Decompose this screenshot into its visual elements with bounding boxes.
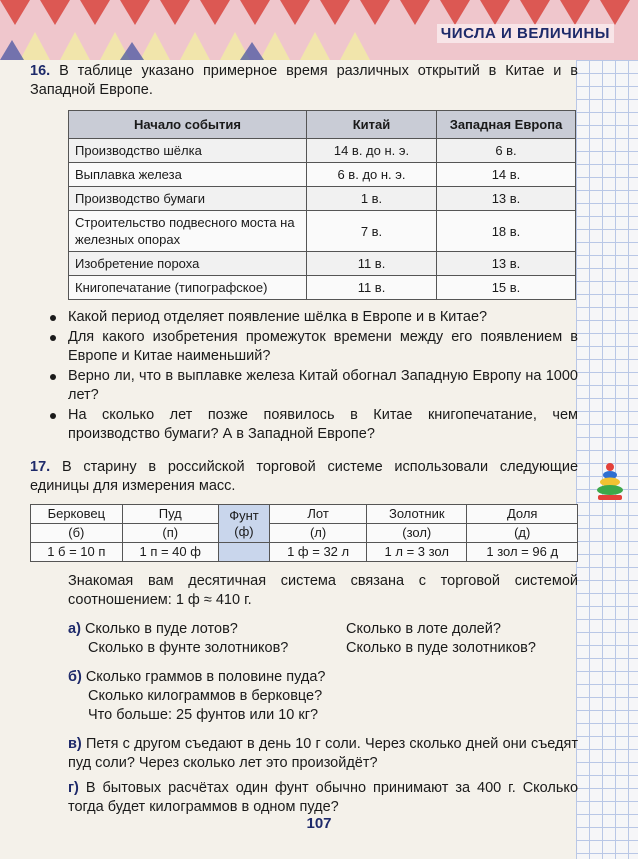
unit-name: Берковец	[31, 505, 123, 524]
question-text: Сколько в фунте золотников?	[88, 640, 289, 656]
task-17-text: В старину в российской торговой системе использовали следующие единицы для измерения масс.	[30, 459, 579, 494]
unit-relation	[218, 543, 269, 562]
table-cell: 6 в. до н. э.	[307, 163, 437, 187]
page-content	[30, 62, 578, 817]
unit-name: Фунт	[229, 507, 259, 523]
question-item: Для какого изобретения промежуток времени между его появлением в Европе и Китае наименьший?	[48, 328, 578, 366]
question-text: Петя с другом съедают в день 10 г соли. Через сколько дней они съедят пуд соли? Через сколько лет это произойдёт?	[68, 736, 578, 771]
unit-relation: 1 зол = 96 д	[467, 543, 578, 562]
table-row	[69, 187, 576, 211]
table-cell: 7 в.	[307, 211, 437, 252]
unit-name: Золотник	[367, 505, 467, 524]
unit-abbr: (д)	[467, 524, 578, 543]
table-cell: 14 в.	[437, 163, 576, 187]
relation-text: Знакомая вам десятичная система связана с торговой системой соотношением: 1 ф ≈ 410 г.	[68, 573, 578, 608]
units-relation-row	[31, 543, 578, 562]
table-cell: Производство шёлка	[69, 139, 307, 163]
unit-abbr: (п)	[122, 524, 218, 543]
table-header-row	[69, 111, 576, 139]
table-cell: 13 в.	[437, 252, 576, 276]
unit-relation: 1 ф = 32 л	[270, 543, 367, 562]
unit-name: Пуд	[122, 505, 218, 524]
table-row	[69, 163, 576, 187]
question-text: Сколько в пуде золотников?	[346, 640, 536, 656]
question-item: Верно ли, что в выплавке железа Китай обогнал Западную Европу на 1000 лет?	[48, 367, 578, 405]
task-16-number: 16.	[30, 63, 51, 79]
table-row	[69, 252, 576, 276]
pyramid-toy-icon	[594, 462, 626, 502]
subtask-c	[68, 735, 578, 773]
task-16-questions	[48, 308, 578, 444]
subtask-label: б)	[68, 669, 82, 685]
table-cell: Книгопечатание (типографское)	[69, 276, 307, 300]
table-cell: 18 в.	[437, 211, 576, 252]
units-table	[30, 504, 578, 562]
table-cell: Строительство подвесного моста на железных опорах	[69, 211, 307, 252]
subtask-label: а)	[68, 621, 81, 637]
question-text: Сколько килограммов в берковце?	[88, 688, 323, 704]
question-text: В бытовых расчётах один фунт обычно принимают за 400 г. Сколько тогда будет килограммов в одном пуде?	[68, 780, 579, 815]
unit-abbr: (б)	[31, 524, 123, 543]
subtask-b	[68, 668, 578, 725]
question-text: Что больше: 25 фунтов или 10 кг?	[88, 707, 319, 723]
question-text: Сколько в пуде лотов?	[84, 621, 238, 637]
units-abbr-row	[31, 524, 578, 543]
subtask-a	[68, 620, 578, 658]
unit-abbr: (зол)	[367, 524, 467, 543]
question-item: Какой период отделяет появление шёлка в Европе и в Китае?	[48, 308, 578, 327]
unit-funt-cell	[218, 505, 269, 543]
unit-name: Лот	[270, 505, 367, 524]
question-text: Сколько граммов в половине пуда?	[85, 669, 326, 685]
task-16-intro	[30, 62, 578, 100]
graph-paper-margin	[576, 60, 638, 859]
table-header: Западная Европа	[437, 111, 576, 139]
table-cell: 13 в.	[437, 187, 576, 211]
table-cell: Изобретение пороха	[69, 252, 307, 276]
units-name-row	[31, 505, 578, 524]
subtask-label: в)	[68, 736, 82, 752]
table-row	[69, 276, 576, 300]
unit-abbr: (ф)	[234, 523, 254, 539]
table-header: Начало события	[69, 111, 307, 139]
table-cell: 14 в. до н. э.	[307, 139, 437, 163]
table-cell: 15 в.	[437, 276, 576, 300]
subtask-d	[68, 779, 578, 817]
table-cell: Выплавка железа	[69, 163, 307, 187]
section-title: ЧИСЛА И ВЕЛИЧИНЫ	[437, 24, 614, 43]
table-cell: Производство бумаги	[69, 187, 307, 211]
table-cell: 11 в.	[307, 252, 437, 276]
table-cell: 1 в.	[307, 187, 437, 211]
header-banner	[0, 0, 638, 60]
task-17-number: 17.	[30, 459, 51, 475]
question-item: На сколько лет позже появилось в Китае книгопечатание, чем производство бумаги? А в Западной Европе?	[48, 406, 578, 444]
table-header: Китай	[307, 111, 437, 139]
table-cell: 11 в.	[307, 276, 437, 300]
unit-relation: 1 б = 10 п	[31, 543, 123, 562]
unit-relation: 1 п = 40 ф	[122, 543, 218, 562]
table-cell: 6 в.	[437, 139, 576, 163]
task-16-text: В таблице указано примерное время различных открытий в Китае и в Западной Европе.	[30, 63, 578, 98]
question-text: Сколько в лоте долей?	[346, 621, 501, 637]
task-17-intro	[30, 458, 578, 496]
unit-name: Доля	[467, 505, 578, 524]
subtask-label: г)	[68, 780, 79, 796]
unit-abbr: (л)	[270, 524, 367, 543]
table-row	[69, 211, 576, 252]
table-row	[69, 139, 576, 163]
page-number: 107	[306, 815, 332, 832]
discoveries-table	[68, 110, 576, 300]
unit-relation: 1 л = 3 зол	[367, 543, 467, 562]
